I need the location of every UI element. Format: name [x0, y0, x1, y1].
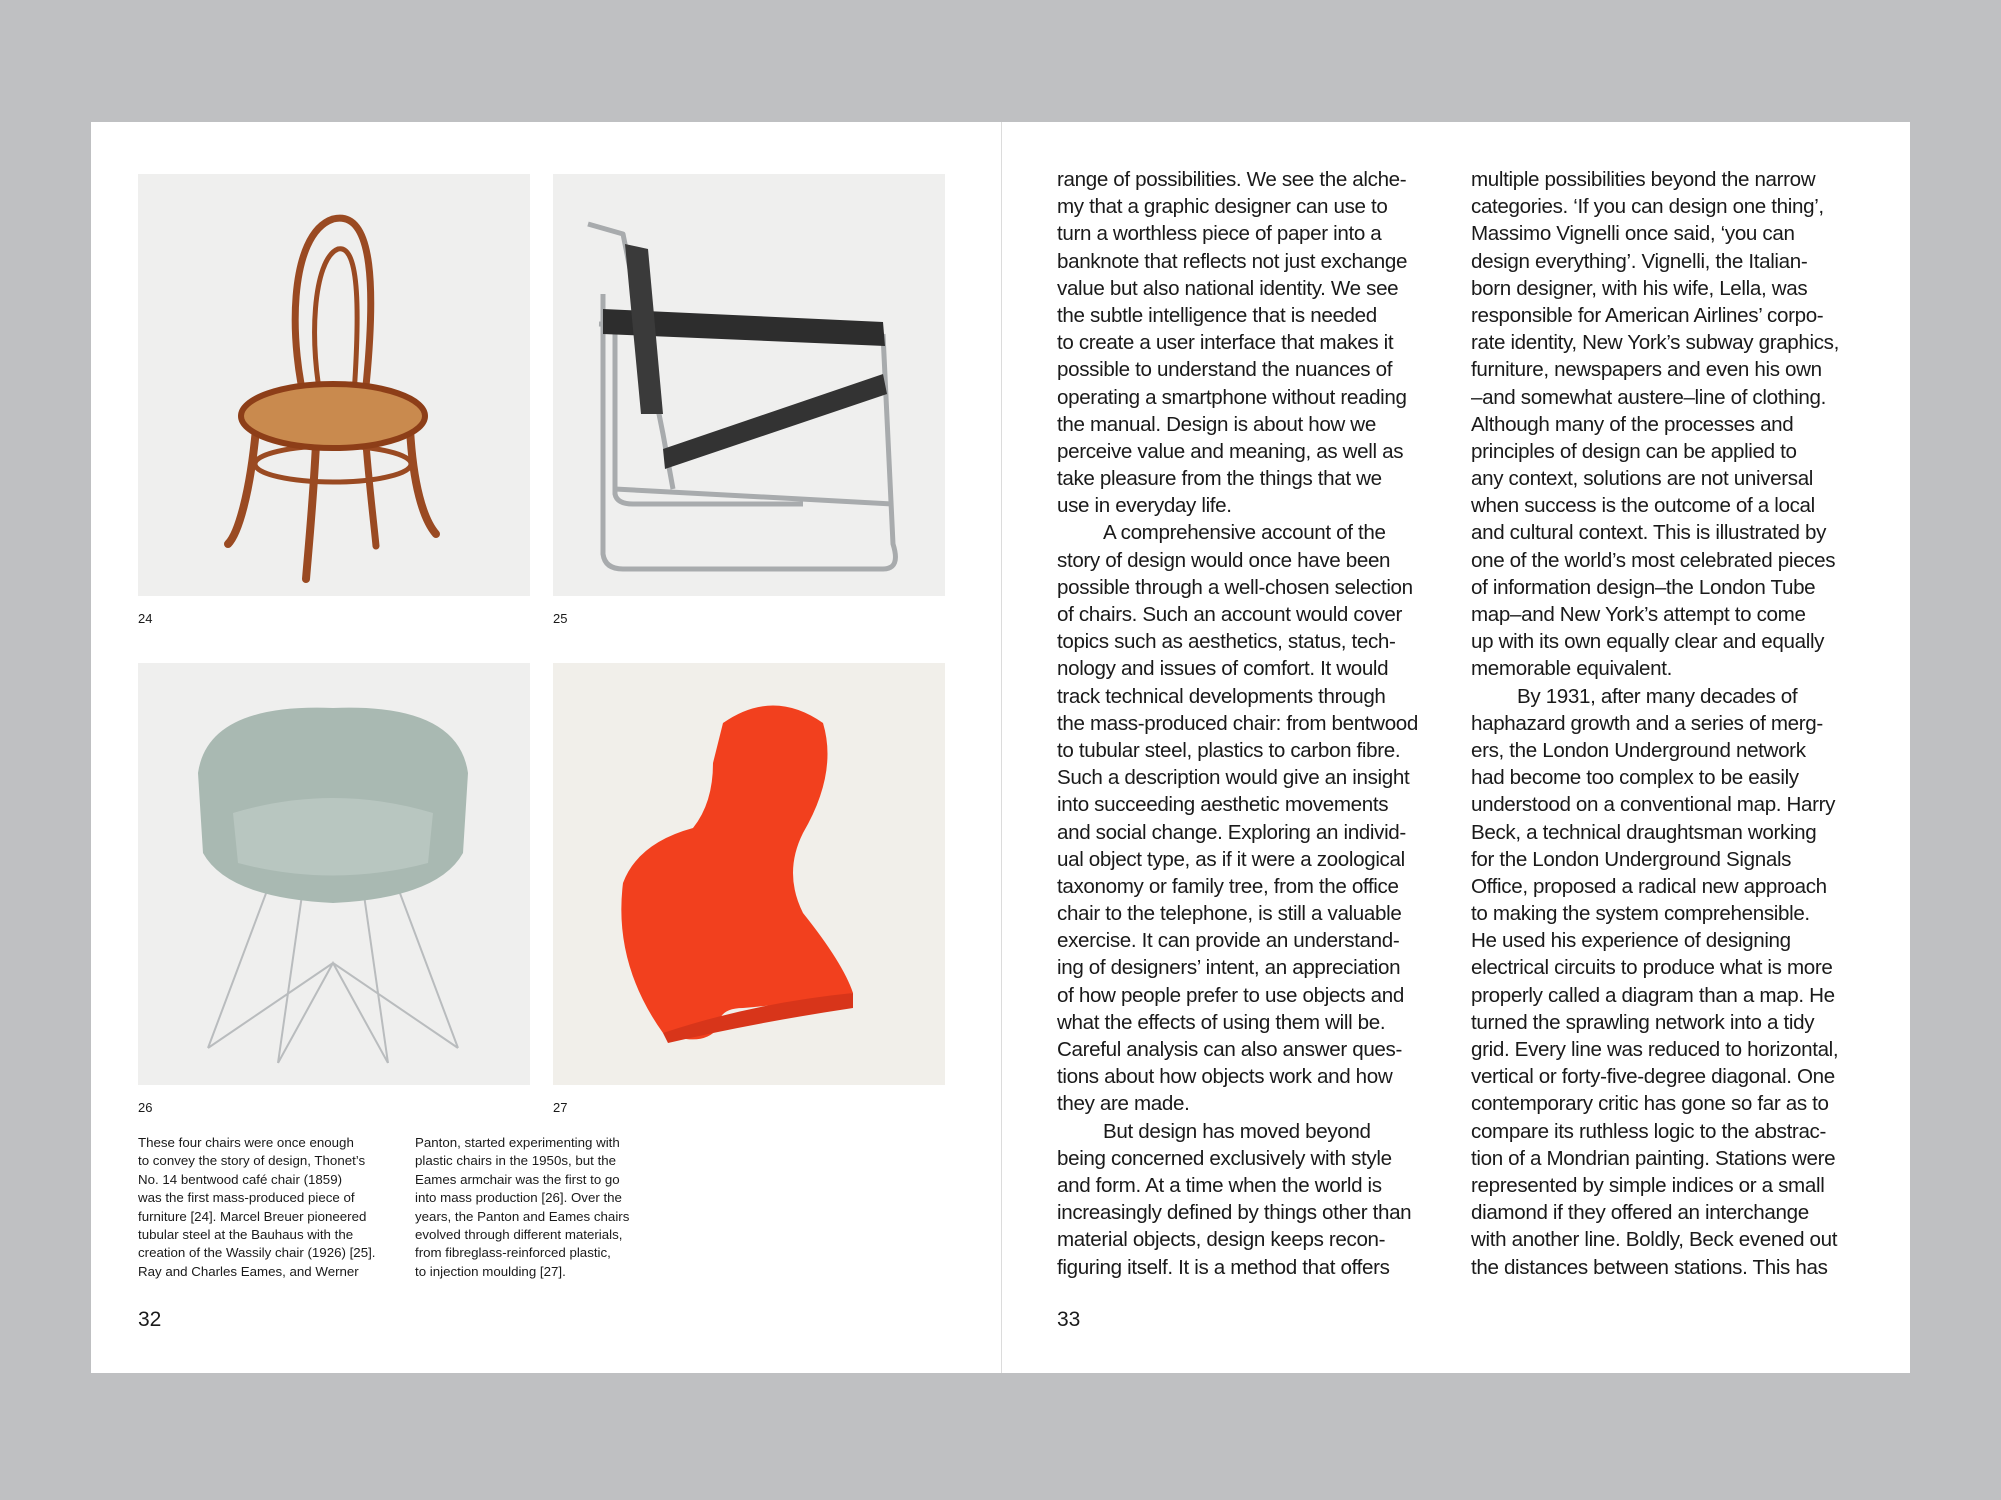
text-line: range of possibilities. We see the alche- [1057, 168, 1407, 191]
text-line: any context, solutions are not universal [1471, 467, 1814, 491]
text-line: rate identity, New York’s subway graphics, [1471, 331, 1840, 355]
text-line: figuring itself. It is a method that offers [1057, 1255, 1390, 1279]
text-line: track technical developments through [1057, 684, 1386, 708]
caption-line: furniture [24]. Marcel Breuer pioneered [138, 1208, 367, 1224]
text-line: born designer, with his wife, Lella, was [1471, 276, 1808, 300]
text-line: exercise. It can provide an understand- [1057, 929, 1400, 953]
body-text-column-1 [1057, 166, 1457, 1281]
text-line: and cultural context. This is illustrated by [1471, 521, 1827, 545]
text-line: Although many of the processes and [1471, 412, 1794, 436]
text-line: multiple possibilities beyond the narrow [1471, 168, 1816, 191]
text-line: increasingly defined by things other than [1057, 1201, 1412, 1225]
text-line: contemporary critic has gone so far as to [1471, 1092, 1829, 1116]
caption-line: No. 14 bentwood café chair (1859) [138, 1171, 343, 1187]
text-line: vertical or forty-five-degree diagonal. One [1471, 1065, 1835, 1089]
text-line: design everything’. Vignelli, the Italian- [1471, 249, 1808, 273]
text-line: they are made. [1057, 1092, 1190, 1116]
text-line: to making the system comprehensible. [1471, 902, 1810, 926]
text-line: operating a smartphone without reading [1057, 385, 1407, 409]
caption-line: to convey the story of design, Thonet’s [138, 1153, 366, 1169]
text-line: my that a graphic designer can use to [1057, 195, 1388, 219]
text-line: compare its ruthless logic to the abstrac- [1471, 1119, 1827, 1143]
photo-panton-chair [553, 663, 945, 1085]
text-line: and form. At a time when the world is [1057, 1173, 1382, 1197]
text-line: He used his experience of designing [1471, 929, 1791, 953]
text-line: represented by simple indices or a small [1471, 1173, 1825, 1197]
text-line: story of design would once have been [1057, 548, 1391, 572]
text-line: furniture, newspapers and even his own [1471, 358, 1822, 382]
text-line: material objects, design keeps recon- [1057, 1228, 1386, 1252]
body-text-column-2 [1471, 166, 1871, 1281]
text-line: of chairs. Such an account would cover [1057, 603, 1402, 626]
caption-line: years, the Panton and Eames chairs [415, 1208, 630, 1224]
text-line: up with its own equally clear and equally [1471, 630, 1825, 654]
caption-line: evolved through different materials, [415, 1227, 623, 1243]
text-line: haphazard growth and a series of merg- [1471, 711, 1823, 735]
text-line: to tubular steel, plastics to carbon fibre. [1057, 738, 1401, 762]
text-line: properly called a diagram than a map. He [1471, 983, 1835, 1007]
figure-label-26: 26 [138, 1100, 153, 1115]
figure-label-24: 24 [138, 611, 153, 626]
text-line: being concerned exclusively with style [1057, 1146, 1392, 1170]
page-number-right: 33 [1057, 1308, 1081, 1331]
photo-wassily-chair [553, 174, 945, 596]
text-line: map–and New York’s attempt to come [1471, 603, 1806, 626]
figure-label-25: 25 [553, 611, 568, 626]
text-line: Beck, a technical draughtsman working [1471, 820, 1817, 844]
paragraph [1057, 166, 1457, 519]
text-line: what the effects of using them will be. [1057, 1010, 1386, 1034]
caption-line: to injection moulding [27]. [415, 1263, 566, 1279]
text-line: one of the world’s most celebrated pieces [1471, 548, 1836, 572]
caption-line: Eames armchair was the first to go [415, 1171, 620, 1187]
text-line: for the London Underground Signals [1471, 847, 1792, 871]
text-line: value but also national identity. We see [1057, 276, 1399, 300]
text-line: banknote that reflects not just exchange [1057, 249, 1408, 273]
text-line: memorable equivalent. [1471, 657, 1672, 681]
caption-line: Ray and Charles Eames, and Werner [138, 1263, 359, 1279]
figure-label-27: 27 [553, 1100, 568, 1115]
text-line: diamond if they offered an interchange [1471, 1201, 1809, 1225]
text-line: categories. ‘If you can design one thing’, [1471, 195, 1824, 219]
photo-eames-armchair [138, 663, 530, 1085]
text-line: nology and issues of comfort. It would [1057, 657, 1389, 681]
text-line: understood on a conventional map. Harry [1471, 793, 1836, 817]
text-line: Massimo Vignelli once said, ‘you can [1471, 222, 1795, 246]
text-line: chair to the telephone, is still a valuable [1057, 902, 1402, 926]
caption-line: Panton, started experimenting with [415, 1135, 620, 1150]
caption-line: into mass production [26]. Over the [415, 1190, 622, 1206]
text-line: taxonomy or family tree, from the office [1057, 874, 1399, 898]
text-line: possible through a well-chosen selection [1057, 575, 1413, 599]
caption-line: tubular steel at the Bauhaus with the [138, 1227, 354, 1243]
caption-line: plastic chairs in the 1950s, but the [415, 1153, 617, 1169]
book-spine [1001, 122, 1002, 1373]
text-line: possible to understand the nuances of [1057, 358, 1393, 382]
text-line: Office, proposed a radical new approach [1471, 874, 1827, 898]
text-line: electrical circuits to produce what is more [1471, 956, 1833, 980]
text-line: ing of designers’ intent, an appreciation [1057, 956, 1401, 980]
text-line: turned the sprawling network into a tidy [1471, 1010, 1815, 1034]
text-line: and social change. Exploring an individ- [1057, 820, 1406, 844]
text-line: A comprehensive account of the [1103, 521, 1386, 545]
caption-column-1 [138, 1134, 398, 1281]
paragraph [1057, 519, 1457, 1117]
text-line: had become too complex to be easily [1471, 766, 1799, 790]
text-line: the mass-produced chair: from bentwood [1057, 711, 1419, 735]
paragraph [1471, 166, 1871, 683]
text-line: with another line. Boldly, Beck evened out [1471, 1228, 1838, 1252]
caption-line: was the first mass-produced piece of [138, 1190, 355, 1206]
text-line: tions about how objects work and how [1057, 1065, 1393, 1089]
text-line: –and somewhat austere–line of clothing. [1471, 385, 1826, 409]
caption-column-2 [415, 1134, 675, 1281]
text-line: of information design–the London Tube [1471, 575, 1816, 599]
text-line: topics such as aesthetics, status, tech- [1057, 630, 1396, 654]
text-line: to create a user interface that makes it [1057, 331, 1394, 355]
text-line: turn a worthless piece of paper into a [1057, 222, 1382, 246]
page-number-left: 32 [138, 1308, 162, 1331]
text-line: principles of design can be applied to [1471, 439, 1797, 463]
text-line: ual object type, as if it were a zoological [1057, 847, 1405, 871]
caption-line: from fibreglass-reinforced plastic, [415, 1245, 611, 1261]
text-line: when success is the outcome of a local [1471, 494, 1815, 518]
text-line: responsible for American Airlines’ corpo- [1471, 303, 1824, 327]
text-line: Such a description would give an insight [1057, 766, 1410, 790]
text-line: perceive value and meaning, as well as [1057, 439, 1404, 463]
caption-line: These four chairs were once enough [138, 1135, 354, 1150]
text-line: tion of a Mondrian painting. Stations were [1471, 1146, 1836, 1170]
photo-bentwood-chair [138, 174, 530, 596]
paragraph [1471, 683, 1871, 1281]
text-line: of how people prefer to use objects and [1057, 983, 1404, 1007]
text-line: take pleasure from the things that we [1057, 467, 1382, 491]
text-line: the subtle intelligence that is needed [1057, 303, 1377, 327]
text-line: By 1931, after many decades of [1517, 684, 1798, 708]
text-line: But design has moved beyond [1103, 1119, 1371, 1143]
text-line: Careful analysis can also answer ques- [1057, 1038, 1402, 1061]
text-line: grid. Every line was reduced to horizontal, [1471, 1038, 1839, 1061]
text-line: the manual. Design is about how we [1057, 412, 1376, 436]
caption-line: creation of the Wassily chair (1926) [25]. [138, 1245, 376, 1261]
text-line: into succeeding aesthetic movements [1057, 793, 1389, 817]
paragraph [1057, 1118, 1457, 1281]
text-line: use in everyday life. [1057, 494, 1232, 518]
text-line: the distances between stations. This has [1471, 1255, 1828, 1279]
text-line: ers, the London Underground network [1471, 738, 1806, 762]
